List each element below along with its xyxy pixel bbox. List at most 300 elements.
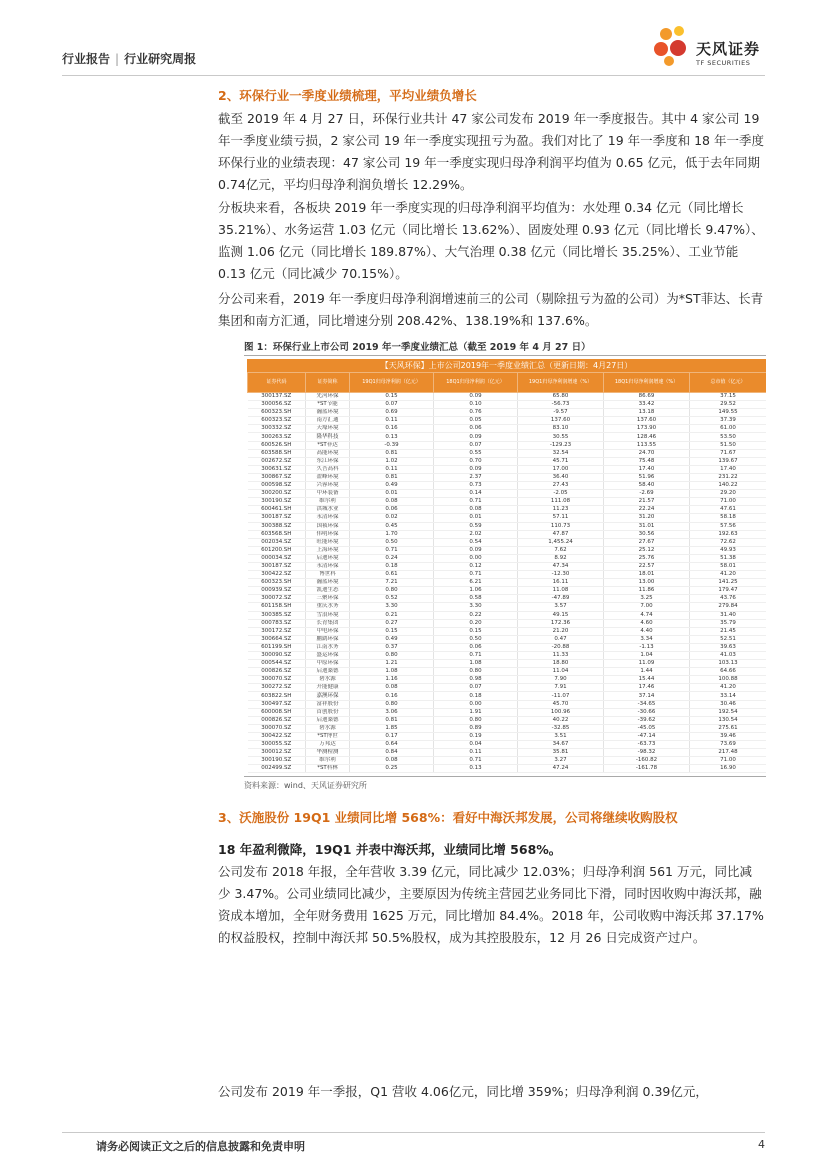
table-cell: 300090.SZ [248,652,306,660]
table-cell: 86.69 [604,393,690,401]
table-cell: 中环装备 [306,490,350,498]
table-cell: 1.44 [604,668,690,676]
table-cell: 3.25 [604,595,690,603]
table-cell: 1.08 [434,660,518,668]
table-cell: 31.01 [604,522,690,530]
table-cell: 盈峰环境 [306,473,350,481]
table-column-header: 19Q1归母净利润（亿元） [350,373,434,393]
table-cell: 0.07 [434,441,518,449]
table-cell: *ST菲达 [306,441,350,449]
table-cell: 36.40 [518,473,604,481]
table-cell: 25.12 [604,546,690,554]
table-cell: 18.80 [518,660,604,668]
table-cell: 1.85 [350,724,434,732]
table-cell: 0.58 [434,595,518,603]
table-cell: 16.11 [518,579,604,587]
table-cell: 0.80 [350,700,434,708]
table-column-header: 证券代码 [248,373,306,393]
table-cell: 3.57 [518,603,604,611]
table-cell: 0.54 [434,538,518,546]
table-cell: 300070.SZ [248,676,306,684]
table-row [248,627,767,635]
table-cell: 0.19 [434,732,518,740]
figure-source: 资料来源：wind、天风证券研究所 [244,781,367,790]
table-cell: 7.00 [604,603,690,611]
table-cell: 0.05 [434,417,518,425]
earnings-table [247,359,766,776]
figure-top-rule [244,355,766,356]
table-row [248,635,767,643]
table-cell: 41.03 [690,652,767,660]
table-cell: 凯迪生态 [306,587,350,595]
table-cell: 34.67 [518,741,604,749]
table-row [248,749,767,757]
table-cell: 8.92 [518,554,604,562]
table-cell: 30.46 [690,700,767,708]
table-cell: 13.18 [604,409,690,417]
header-divider [62,75,765,76]
table-row [248,765,767,773]
table-row [248,409,767,417]
table-cell: 4.40 [604,627,690,635]
table-cell: 3.06 [350,708,434,716]
table-cell: 57.56 [690,522,767,530]
table-cell: -129.23 [518,441,604,449]
table-cell: 600008.SH [248,708,306,716]
table-cell: 300187.SZ [248,514,306,522]
footer-divider [62,1132,765,1133]
logo-name-cn: 天风证券 [696,40,761,58]
table-cell: 33.14 [690,692,767,700]
table-cell: 24.70 [604,449,690,457]
table-cell: 中电环保 [306,627,350,635]
table-cell: 0.08 [434,506,518,514]
table-cell: *ST节能 [306,401,350,409]
table-cell: 000783.SZ [248,619,306,627]
table-cell: 30.56 [604,530,690,538]
table-cell: 旺能环境 [306,538,350,546]
logo-petal-icon [660,28,672,40]
table-cell: 0.55 [434,449,518,457]
table-cell: 31.40 [690,611,767,619]
table-row [248,506,767,514]
table-cell: -2.05 [518,490,604,498]
table-cell: 39.63 [690,643,767,651]
table-cell: 0.80 [434,668,518,676]
table-cell: 51.96 [604,473,690,481]
table-cell: -161.78 [604,765,690,773]
table-cell: 53.50 [690,433,767,441]
table-cell: 雪浪环境 [306,611,350,619]
table-cell: 47.24 [518,765,604,773]
table-row [248,449,767,457]
table-cell: 601199.SH [248,643,306,651]
table-cell: 0.24 [350,554,434,562]
table-cell: 博世科 [306,571,350,579]
table-cell: 300385.SZ [248,611,306,619]
table-cell: 603588.SH [248,449,306,457]
table-cell: 300072.SZ [248,595,306,603]
table-cell: 0.07 [350,401,434,409]
table-cell: 11.08 [518,587,604,595]
table-cell: 1.06 [434,587,518,595]
table-cell: 0.16 [350,425,434,433]
logo-petal-icon [670,40,686,56]
table-cell: 开能健康 [306,684,350,692]
table-cell: 0.80 [350,652,434,660]
table-cell: 启迪桑德 [306,716,350,724]
table-row [248,595,767,603]
table-cell: 0.71 [350,546,434,554]
table-cell: 3.27 [518,757,604,765]
table-cell: -47.89 [518,595,604,603]
table-row [248,498,767,506]
table-cell: 上海环境 [306,546,350,554]
table-cell: 71.00 [690,757,767,765]
table-row [248,652,767,660]
table-cell: 0.18 [350,562,434,570]
table-cell: 1.70 [350,530,434,538]
table-cell: 天壕环境 [306,425,350,433]
table-cell: 139.67 [690,457,767,465]
table-row [248,643,767,651]
table-row [248,684,767,692]
table-cell: 29.20 [690,490,767,498]
table-cell: 65.80 [518,393,604,401]
table-cell: 0.64 [350,741,434,749]
table-cell: 高能环境 [306,449,350,457]
table-cell: 33.42 [604,401,690,409]
table-column-header: 证券简称 [306,373,350,393]
table-row [248,514,767,522]
table-cell: -39.62 [604,716,690,724]
page-number: 4 [758,1138,765,1151]
table-cell: 300867.SZ [248,473,306,481]
table-cell: 58.18 [690,514,767,522]
table-cell: -160.82 [604,757,690,765]
table-cell: 11.09 [604,660,690,668]
table-cell: 1.08 [350,668,434,676]
table-cell: 0.21 [350,611,434,619]
table-cell: 217.48 [690,749,767,757]
table-cell: -11.07 [518,692,604,700]
table-cell: 113.55 [604,441,690,449]
report-breadcrumb [62,50,196,67]
table-row [248,465,767,473]
table-row [248,676,767,684]
table-cell: 140.22 [690,482,767,490]
table-cell: 27.67 [604,538,690,546]
table-cell: 21.20 [518,627,604,635]
table-cell: 0.06 [434,425,518,433]
table-cell: 21.57 [604,498,690,506]
table-cell: 0.50 [350,538,434,546]
table-row [248,716,767,724]
table-row [248,587,767,595]
table-row [248,603,767,611]
table-cell: 重庆水务 [306,603,350,611]
table-cell: 启迪桑德 [306,668,350,676]
table-column-header: 18Q1归母净利润增速（%） [604,373,690,393]
table-cell: -32.85 [518,724,604,732]
table-cell: 维尔利 [306,498,350,506]
table-cell: 43.76 [690,595,767,603]
table-cell: 0.11 [434,749,518,757]
table-cell: -1.13 [604,643,690,651]
table-cell: 002034.SZ [248,538,306,546]
table-cell: 洪城水业 [306,506,350,514]
table-cell: 13.00 [604,579,690,587]
table-row [248,393,767,401]
table-cell: 0.80 [434,716,518,724]
section-3-paragraph-2: 公司发布 2019 年一季报，Q1 营收 4.06亿元，同比增 359%；归母净利润 0.39亿元， [218,1084,708,1099]
table-cell: 600526.SH [248,441,306,449]
table-cell: 58.01 [690,562,767,570]
table-row [248,538,767,546]
table-cell: 17.40 [690,465,767,473]
table-cell: 300172.SZ [248,627,306,635]
table-cell: 111.08 [518,498,604,506]
table-cell: 嘉澳环保 [306,692,350,700]
section-2-paragraph-1: 截至 2019 年 4 月 27 日，环保行业共计 47 家公司发布 2019 年一季度报告。其中 4 家公司 19 年一季度业绩亏损，2 家公司 19 年一季度实现扭亏为盈。我们对比了 19 年一季度和 18 年一季度环保行业的业绩表现：47 家公司 19 年一季度实现归母净利润平均值为 0.65 亿元，低于去年同期 0.74亿元，平均归母净利润负增长 12.29%。 [218,111,764,192]
table-row [248,708,767,716]
table-cell: 0.11 [350,417,434,425]
table-cell: 0.08 [350,757,434,765]
report-subcategory: 行业研究周报 [124,52,197,66]
breadcrumb-separator: | [115,52,120,66]
table-row [248,401,767,409]
table-cell: 149.55 [690,409,767,417]
table-cell: 41.20 [690,571,767,579]
table-cell: 伟明环保 [306,530,350,538]
table-cell: 40.22 [518,716,604,724]
table-cell: -98.32 [604,749,690,757]
table-cell: 49.15 [518,611,604,619]
table-cell: 0.50 [434,635,518,643]
table-cell: 3.34 [604,635,690,643]
table-cell: -12.30 [518,571,604,579]
table-cell: 6.21 [434,579,518,587]
table-row [248,490,767,498]
table-cell: 0.22 [434,611,518,619]
logo-petal-icon [664,56,674,66]
table-cell: 51.38 [690,554,767,562]
table-cell: 002672.SZ [248,457,306,465]
table-cell: -56.73 [518,401,604,409]
table-cell: 192.54 [690,708,767,716]
table-cell: 37.14 [604,692,690,700]
table-cell: 141.25 [690,579,767,587]
table-cell: 15.44 [604,676,690,684]
table-cell: 32.54 [518,449,604,457]
table-cell: 2.02 [434,530,518,538]
table-cell: 0.71 [434,757,518,765]
table-cell: 3.30 [350,603,434,611]
table-cell: 51.50 [690,441,767,449]
table-cell: 603568.SH [248,530,306,538]
table-cell: 维尔利 [306,757,350,765]
section-3-subheading: 18 年盈利微降，19Q1 并表中海沃邦，业绩同比增 568%。 [218,842,562,857]
table-cell: 4.74 [604,611,690,619]
table-cell: 0.13 [350,433,434,441]
table-cell: 0.73 [434,482,518,490]
table-cell: 21.45 [690,627,767,635]
table-cell: 华测检测 [306,749,350,757]
table-cell: 601158.SH [248,603,306,611]
table-cell: 江南水务 [306,643,350,651]
table-cell: 71.67 [690,449,767,457]
table-row [248,611,767,619]
table-row [248,668,767,676]
table-cell: 首创股份 [306,708,350,716]
table-cell: 300497.SZ [248,700,306,708]
footer-disclaimer: 请务必阅读正文之后的信息披露和免责申明 [96,1140,305,1153]
table-cell: -0.39 [350,441,434,449]
table-cell: 0.12 [434,562,518,570]
table-cell: 0.37 [350,643,434,651]
table-title: 【天风环保】上市公司2019年一季度业绩汇总（更新日期：4月27日） [247,359,766,372]
table-cell: *ST科林 [306,765,350,773]
section-3-paragraph-1: 公司发布 2018 年报，全年营收 3.39 亿元，同比减少 12.03%；归母净利润 561 万元，同比减少 3.47%。公司业绩同比减少，主要原因为传统主营园艺业务同比下滑，同时因收购中海沃邦，融资成本增加，全年财务费用 1625 万元，同比增加 84.4%。2018 年，公司收购中海沃邦 37.17%的权益股权，控制中海沃邦 50.5%股权，成为其控股股东，12 月 26 日完成资产过户。 [218,864,764,945]
table-cell: 0.20 [434,619,518,627]
table-cell: 0.81 [350,473,434,481]
table-cell: 0.45 [350,522,434,530]
table-cell: 172.36 [518,619,604,627]
table-cell: 47.61 [690,506,767,514]
table-cell: -63.73 [604,741,690,749]
table-cell: 0.10 [434,401,518,409]
table-cell: 东江环保 [306,457,350,465]
table-cell: 0.61 [350,571,434,579]
table-cell: 22.57 [604,562,690,570]
table-cell: 603822.SH [248,692,306,700]
table-cell: 000939.SZ [248,587,306,595]
table-cell: 1.16 [350,676,434,684]
table-cell: 0.80 [350,587,434,595]
table-header-row [248,373,767,393]
table-cell: 万邦达 [306,741,350,749]
table-cell: 18.01 [604,571,690,579]
table-cell: 11.04 [518,668,604,676]
table-cell: 57.11 [518,514,604,522]
table-cell: 碧水源 [306,676,350,684]
table-cell: 300187.SZ [248,562,306,570]
table-cell: 0.06 [350,506,434,514]
table-cell: 瀚蓝环境 [306,409,350,417]
table-cell: 0.04 [434,741,518,749]
table-row [248,473,767,481]
table-cell: 110.73 [518,522,604,530]
table-cell: 279.84 [690,603,767,611]
table-cell: 100.96 [518,708,604,716]
table-cell: 35.81 [518,749,604,757]
table-cell: 2.37 [434,473,518,481]
table-cell: 002499.SZ [248,765,306,773]
table-cell: 0.47 [518,635,604,643]
table-cell: 0.09 [434,465,518,473]
table-cell: 0.69 [350,409,434,417]
table-cell: 231.22 [690,473,767,481]
table-cell: 0.27 [350,619,434,627]
table-cell: 永清环保 [306,514,350,522]
table-cell: 先河环保 [306,393,350,401]
table-cell: 0.71 [434,498,518,506]
table-cell: 11.86 [604,587,690,595]
table-cell: 300332.SZ [248,425,306,433]
table-cell: -30.66 [604,708,690,716]
table-cell: 300631.SZ [248,465,306,473]
table-cell: 0.49 [350,635,434,643]
table-cell: 83.10 [518,425,604,433]
table-cell: 1,455.24 [518,538,604,546]
table-cell: 0.08 [350,498,434,506]
table-cell: 0.13 [434,765,518,773]
table-cell: 275.61 [690,724,767,732]
table-cell: 0.08 [350,684,434,692]
section-2-paragraph-3: 分公司来看，2019 年一季度归母净利润增速前三的公司（剔除扭亏为盈的公司）为*ST菲达、长青集团和南方汇通，同比增速分别 208.42%、138.19%和 137.6%。 [218,291,764,328]
table-cell: 37.39 [690,417,767,425]
table-cell: 137.60 [518,417,604,425]
table-cell: -20.88 [518,643,604,651]
table-cell: 0.09 [434,546,518,554]
table-cell: 192.63 [690,530,767,538]
table-row [248,522,767,530]
table-row [248,757,767,765]
table-row [248,482,767,490]
table-cell: 隆华科技 [306,433,350,441]
logo-petal-icon [674,26,684,36]
table-cell: 0.84 [350,749,434,757]
table-cell: 3.30 [434,603,518,611]
table-cell: 27.43 [518,482,604,490]
table-cell: -9.57 [518,409,604,417]
table-cell: 0.81 [350,449,434,457]
table-row [248,546,767,554]
table-cell: 0.49 [350,482,434,490]
table-cell: 国祯环保 [306,522,350,530]
table-row [248,579,767,587]
table-cell: 中原环保 [306,660,350,668]
table-cell: 16.90 [690,765,767,773]
table-cell: 1.04 [604,652,690,660]
table-cell: 久吾高科 [306,465,350,473]
table-row [248,441,767,449]
table-cell: 41.20 [690,684,767,692]
table-cell: 0.71 [434,571,518,579]
table-cell: -47.14 [604,732,690,740]
table-cell: 130.54 [690,716,767,724]
table-cell: 35.79 [690,619,767,627]
table-cell: 49.93 [690,546,767,554]
table-cell: 39.46 [690,732,767,740]
table-cell: 300056.SZ [248,401,306,409]
section-3-heading: 3、沃施股份 19Q1 业绩同比增 568%：看好中海沃邦发展，公司将继续收购股权 [218,810,678,825]
table-cell: 0.14 [434,490,518,498]
section-2-paragraph-2: 分板块来看，各板块 2019 年一季度实现的归母净利润平均值为：水处理 0.34 亿元（同比增长 35.21%）、水务运营 1.03 亿元（同比增长 13.62%）、固废处理 0.93 亿元（同比增长 9.47%）、监测 1.06 亿元（同比增长 189.87%）、大气治理 0.38 亿元（同比增长 35.25%）、工业节能 0.13 亿元（同比减少 70.15%）。 [218,200,764,281]
table-cell: 45.70 [518,700,604,708]
table-cell: 17.46 [604,684,690,692]
table-cell: 0.11 [350,465,434,473]
table-column-header: 总市值（亿元） [690,373,767,393]
table-cell: 永清环保 [306,562,350,570]
section-2-heading: 2、环保行业一季度业绩梳理，平均业绩负增长 [218,88,477,103]
table-row [248,457,767,465]
table-cell: 0.25 [350,765,434,773]
table-cell: 000598.SZ [248,482,306,490]
table-cell: 128.46 [604,433,690,441]
table-cell: -2.69 [604,490,690,498]
table-cell: 64.66 [690,668,767,676]
